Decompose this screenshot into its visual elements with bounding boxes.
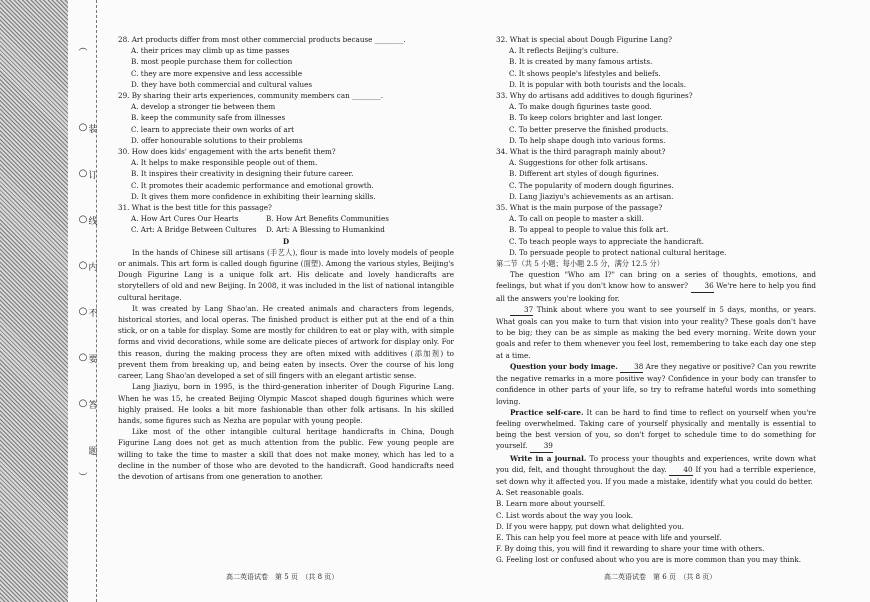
margin-circle: ○ — [78, 168, 88, 179]
margin-label: 线 — [88, 217, 98, 227]
blank-38[interactable]: 38 — [620, 361, 643, 373]
margin-circle: ○ — [78, 214, 88, 225]
option-row — [118, 224, 454, 235]
text: If you had a terrible experience, set down why it affected you. If you made a mistake, identify what you could do better. — [496, 464, 816, 486]
page-6 — [496, 34, 816, 566]
option: C. List words about the way you look. — [496, 510, 633, 520]
passage-paragraph: In the hands of Chinese sill artisans (手艺人), flour is made into lovely models of people or animals. This art form is called dough figurine (面塑). Among the various styles, Beijing's Dough Figurine Lang is a unique folk art. His delicate and lovely handicrafts are storytellers of old and new Beijing. In 2008, it was included in the list of national intangible cultural heritage. — [118, 247, 454, 302]
option: C. The popularity of modern dough figurines. — [509, 180, 674, 190]
question-30: 30. How does kids' engagement with the arts benefit them? — [118, 147, 336, 157]
option: C. It promotes their academic performance and emotional growth. — [131, 180, 374, 190]
option: A. It reflects Beijing's culture. — [509, 46, 619, 56]
margin-bracket-bottom: ︶ — [78, 473, 88, 483]
option: F. By doing this, you will find it rewarding to share your time with others. — [496, 544, 765, 554]
option: B. It is created by many famous artists. — [509, 57, 653, 67]
question-28: 28. Art products differ from most other commercial products because ________. — [118, 35, 406, 44]
text: The question "Who am I?" can bring on a series of thoughts, emotions, and feelings, but what if you don't know how to answer? — [496, 270, 816, 291]
option: C. they are more expensive and less accessible — [131, 68, 303, 78]
margin-label: 内 — [88, 263, 98, 273]
margin-circle: ○ — [78, 398, 88, 409]
option: D. offer honourable solutions to their problems — [131, 135, 303, 145]
page-5 — [118, 34, 454, 482]
passage-paragraph — [496, 304, 816, 361]
passage-paragraph: It was created by Lang Shao'an. He created animals and characters from legends, historical stories, and local operas. The finished product is either put at the end of a thin stick, or on a table for display. Some are mostly for children to eat or play with, with simple forms and vivid decorations, while some are delicate pieces of artwork for display only. For this reason, during the making process they are often mixed with additives (添加剂) to prevent them from breaking up, and being eaten by insects. Over the course of his long career, Lang Shao'an developed a set of sill fingers with an elegant artistic sense. — [118, 303, 454, 381]
option: B. To appeal to people to value this folk art. — [509, 225, 669, 235]
cut-line — [96, 0, 98, 602]
option: C. Art: A Bridge Between Cultures — [131, 225, 257, 235]
option: B. Learn more about yourself. — [496, 499, 606, 509]
margin-bracket-top: ︵ — [78, 43, 88, 53]
passage-paragraph — [496, 361, 816, 407]
question-34: 34. What is the third paragraph mainly about? — [496, 147, 666, 157]
option: A. Suggestions for other folk artisans. — [509, 158, 648, 168]
question-33: 33. Why do artisans add additives to dough figurines? — [496, 91, 693, 101]
option: D. Lang Jiaziyu's achievements as an artisan. — [509, 191, 674, 201]
subheading: Write in a journal. — [510, 453, 587, 463]
blank-36[interactable]: 36 — [691, 280, 714, 292]
margin-label: 不 — [88, 309, 98, 319]
passage-paragraph — [496, 407, 816, 453]
option: B. To keep colors brighter and last longer. — [509, 113, 663, 123]
text: Think about where you want to see yourself in 5 days, months, or years. What goals can you make to turn that vision into your reality? These goals don't have to be big; they can be as simple as making the bed every morning. Write down your goals and refer to them whenever you feel lost, remembering to take each day one step at a time. — [496, 304, 816, 360]
option: D. To persuade people to protect national cultural heritage. — [509, 247, 727, 257]
option: D. Art: A Blessing to Humankind — [266, 225, 385, 235]
page-footer: 高二英语试卷 第 6 页 （共 8 页） — [604, 573, 717, 581]
option: B. Different art styles of dough figurines. — [509, 169, 659, 179]
margin-label: 装 — [88, 125, 98, 135]
passage-paragraph — [496, 269, 816, 304]
margin-label: 答 — [88, 401, 98, 411]
question-31: 31. What is the best title for this passage? — [118, 203, 272, 213]
option: E. This can help you feel more at peace with life and yourself. — [496, 532, 722, 542]
subheading: Practice self-care. — [510, 407, 584, 417]
margin-circle: ○ — [78, 352, 88, 363]
option: A. How Art Cures Our Hearts — [131, 214, 239, 224]
binding-strip — [0, 0, 68, 602]
option: D. It is popular with both tourists and the locals. — [509, 79, 686, 89]
option-row — [118, 213, 454, 224]
margin-label: 题 — [88, 447, 98, 457]
option: B. How Art Benefits Communities — [266, 214, 389, 224]
subheading: Question your body image. — [510, 361, 618, 371]
passage-paragraph: Lang Jiaziyu, born in 1995, is the third-generation inheriter of Dough Figurine Lang. When he was 15, he created Beijing Olympic Mascot shaped dough figurines which were highly praised. He looks a bit more fashionable than other folk artisans. In his skilled hands, some figures such as Nezha are popular with young people. — [118, 382, 454, 425]
text: To process your thoughts and experiences, write down what you did, felt, and thought throughout the day. — [496, 453, 816, 474]
option: D. It gives them more confidence in exhibiting their learning skills. — [131, 191, 376, 201]
option: A. To call on people to master a skill. — [509, 214, 644, 224]
option: A. It helps to make responsible people out of them. — [131, 158, 318, 168]
section-heading: D — [282, 236, 290, 246]
question-29: 29. By sharing their arts experiences, community members can ________. — [118, 91, 384, 101]
option: B. keep the community safe from illnesses — [131, 113, 286, 123]
option: C. learn to appreciate their own works of art — [131, 124, 295, 134]
page-footer: 高二英语试卷 第 5 页 （共 8 页） — [226, 573, 339, 581]
blank-37[interactable]: 37 — [510, 304, 533, 316]
text: We're here to help you find all the answers you're looking for. — [496, 281, 816, 303]
passage-paragraph: Like most of the other intangible cultural heritage handicrafts in China, Dough Figurine Lang does not get as much attention from the public. Few young people are willing to take the time to master a skill that does not make money, which has led to a decline in the number of those who are devoted to the handicraft. Good handicrafts need the devotion of artisans from one generation to another. — [118, 427, 454, 481]
passage-paragraph — [496, 453, 816, 488]
option: B. most people purchase them for collection — [131, 57, 293, 67]
blank-39[interactable]: 39 — [530, 440, 553, 452]
margin-circle: ○ — [78, 260, 88, 271]
option: D. To help shape dough into various forms. — [509, 135, 666, 145]
option: A. develop a stronger tie between them — [131, 102, 276, 112]
text: It can be hard to find time to reflect on yourself when you're feeling overwhelmed. Taking care of yourself physically and mentally is essential to being the best version of you, so don't forget to schedule time to do something for yourself. — [496, 407, 816, 451]
option: A. To make dough figurines taste good. — [509, 102, 652, 112]
section-2-heading: 第二节（共 5 小题；每小题 2.5 分，满分 12.5 分） — [496, 259, 664, 269]
margin-label: 订 — [88, 171, 98, 181]
margin-circle: ○ — [78, 306, 88, 317]
option: C. To better preserve the finished products. — [509, 124, 669, 134]
option: A. Set reasonable goals. — [496, 488, 584, 498]
option: C. To teach people ways to appreciate the handicraft. — [509, 236, 704, 246]
option: D. If you were happy, put down what delighted you. — [496, 521, 684, 531]
blank-40[interactable]: 40 — [669, 464, 692, 476]
option: C. It shows people's lifestyles and beliefs. — [509, 68, 661, 78]
option: A. their prices may climb up as time passes — [131, 46, 290, 56]
margin-labels — [84, 0, 102, 602]
question-35: 35. What is the main purpose of the passage? — [496, 203, 663, 213]
margin-label: 要 — [88, 355, 98, 365]
option: B. It inspires their creativity in designing their future career. — [131, 169, 354, 179]
option: D. they have both commercial and cultural values — [131, 79, 313, 89]
question-32: 32. What is special about Dough Figurine Lang? — [496, 35, 673, 44]
text: Are they negative or positive? Can you rewrite the negative remarks in a more positive way? Confidence in your body can transfer to confidence in other parts of your life, so try to reframe hateful words into something loving. — [496, 361, 816, 406]
margin-circle: ○ — [78, 122, 88, 133]
option: G. Feeling lost or confused about who you are is more common than you may think. — [496, 555, 802, 565]
